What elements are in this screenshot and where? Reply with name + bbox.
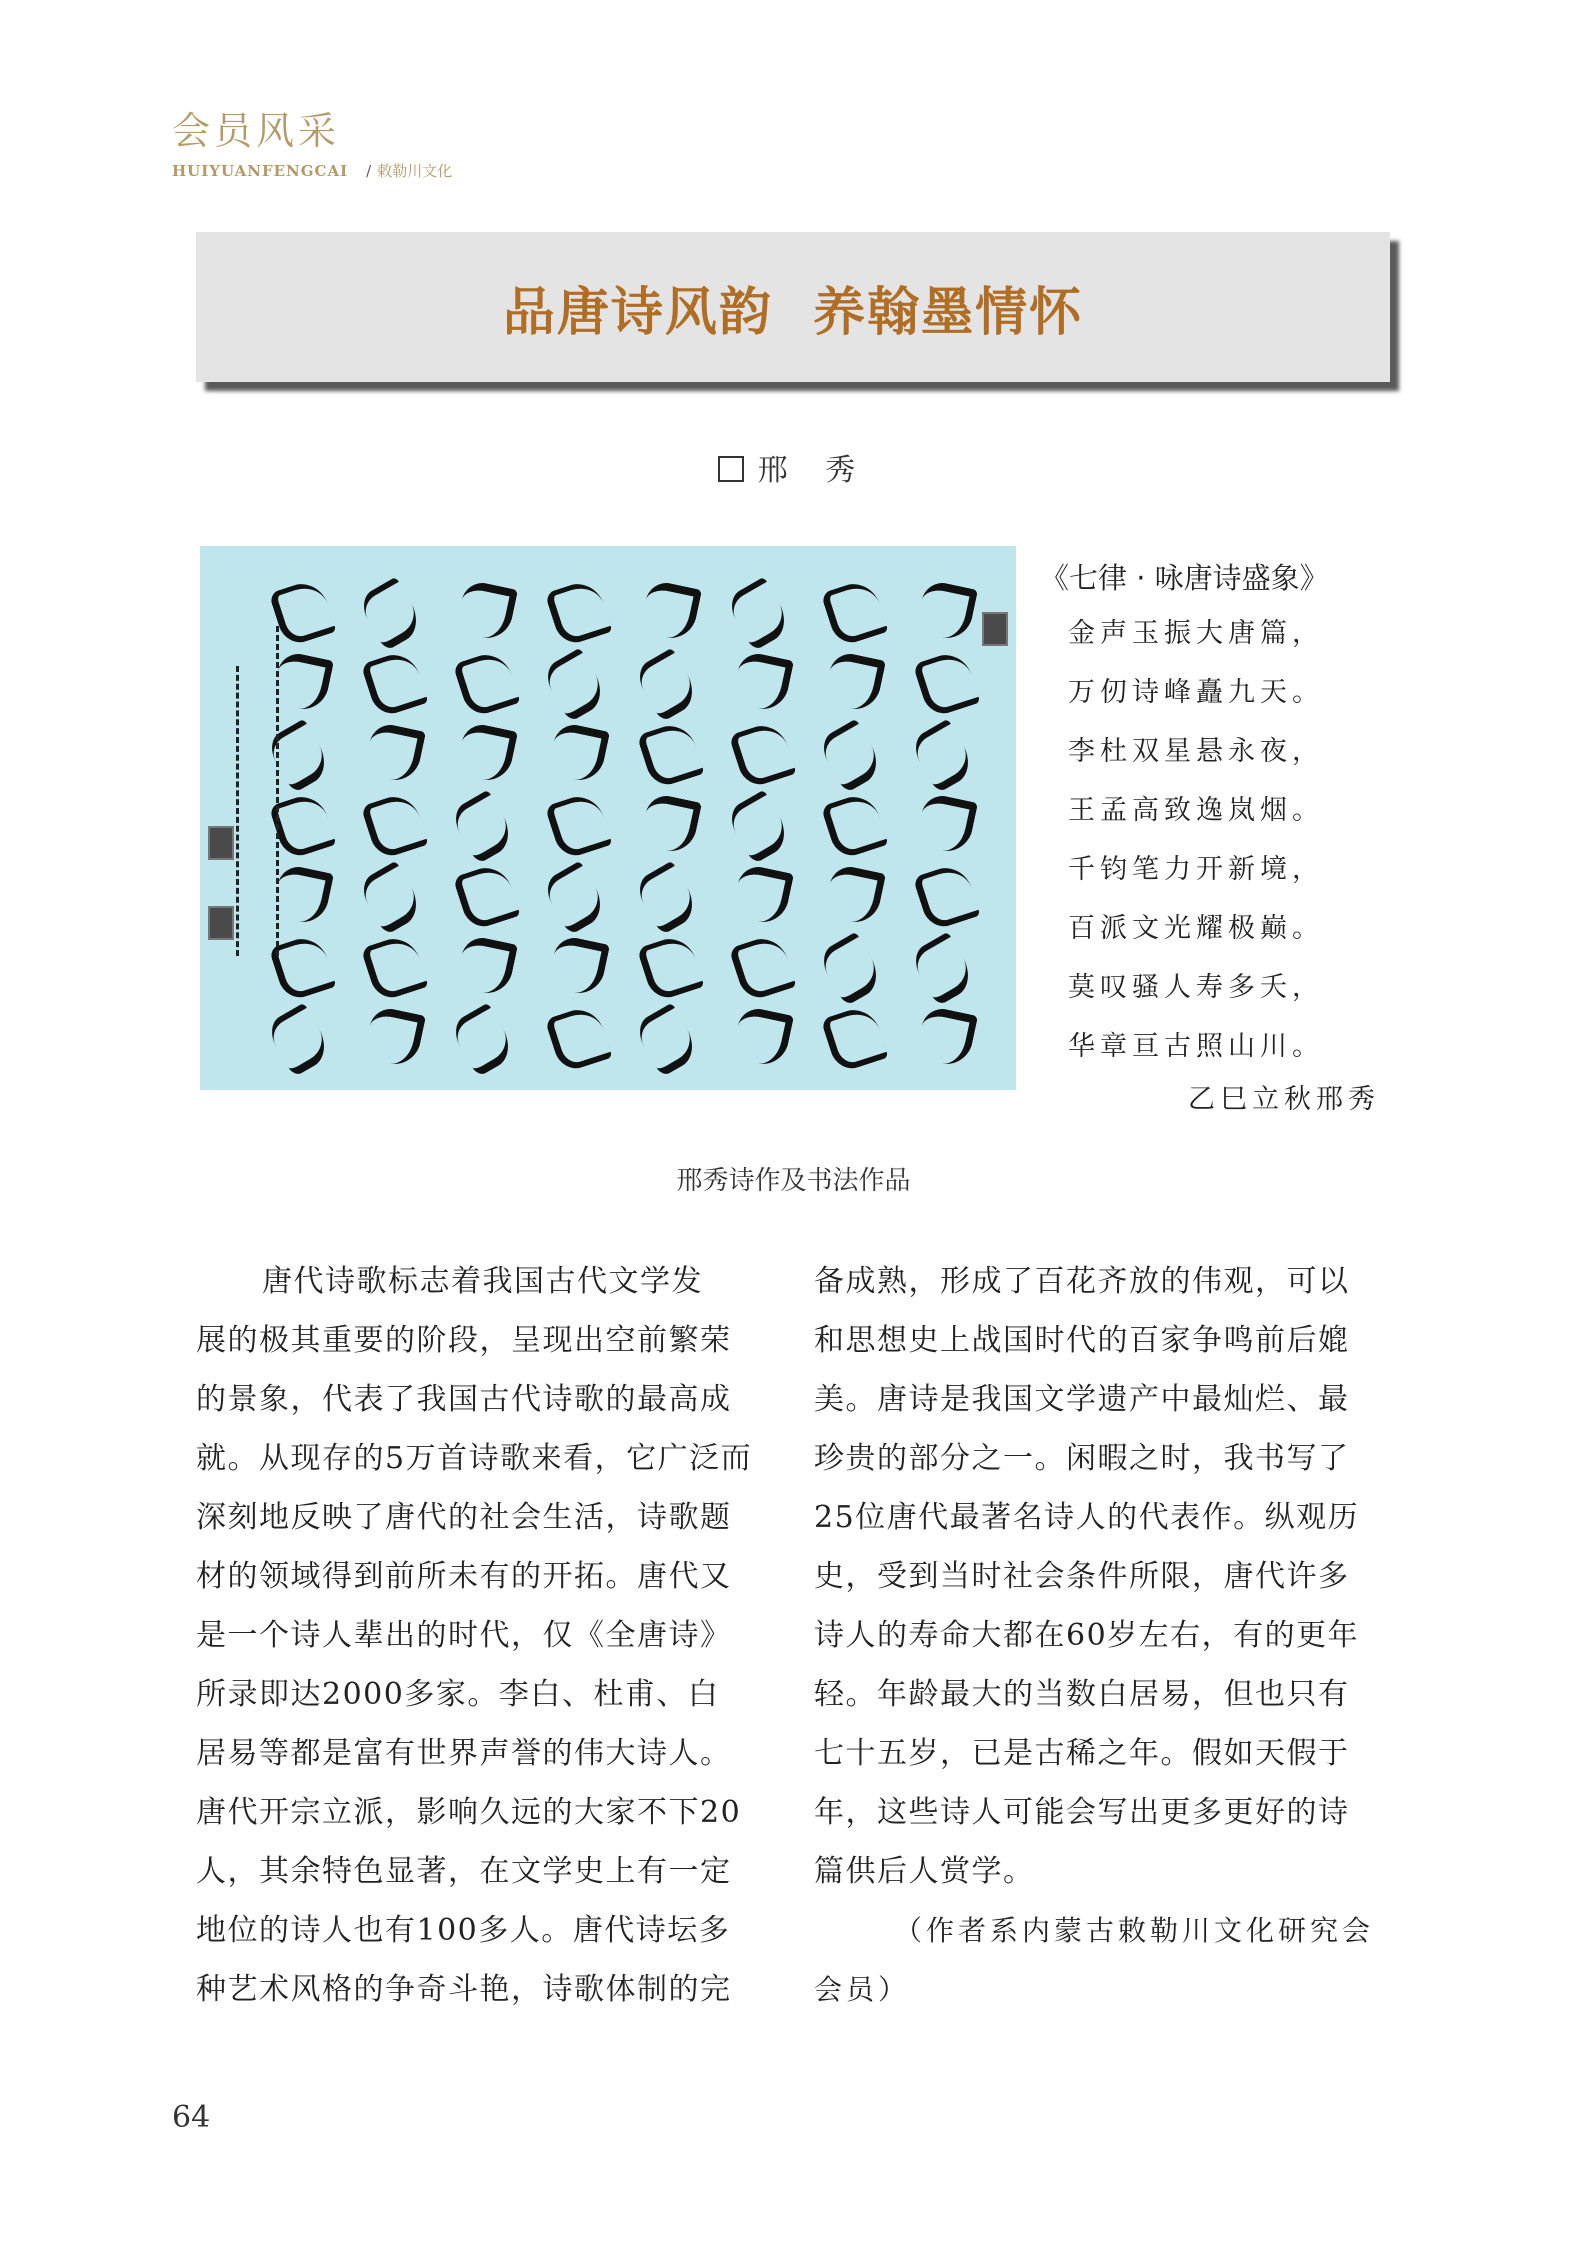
figure-caption: 邢秀诗作及书法作品 xyxy=(676,1166,911,1196)
section-pinyin: HUIYUANFENGCAI xyxy=(172,162,349,180)
poem-line: 百派文光耀极巅。 xyxy=(1068,913,1324,944)
body-line: 美。唐诗是我国文学遗产中最灿烂、最 xyxy=(814,1382,1350,1417)
byline xyxy=(0,445,1587,489)
poem-title: 《七律 · 咏唐诗盛象》 xyxy=(1040,561,1329,595)
author-note: 会员） xyxy=(814,1973,911,2006)
body-line: 深刻地反映了唐代的社会生活，诗歌题 xyxy=(196,1500,732,1535)
section-slash: / xyxy=(366,162,372,180)
body-line: 珍贵的部分之一。闲暇之时，我书写了 xyxy=(814,1441,1350,1476)
poem-line: 王孟高致逸岚烟。 xyxy=(1068,795,1324,826)
poem-line: 华章亘古照山川。 xyxy=(1068,1031,1324,1062)
body-line: 材的领域得到前所未有的开拓。唐代又 xyxy=(196,1559,732,1594)
section-subtitle xyxy=(172,160,592,181)
author-note: （作者系内蒙古敕勒川文化研究会 xyxy=(894,1914,1375,1947)
title-banner xyxy=(196,232,1390,382)
body-line: 展的极其重要的阶段，呈现出空前繁荣 xyxy=(196,1323,732,1358)
body-line: 七十五岁，已是古稀之年。假如天假于 xyxy=(814,1736,1350,1771)
calligraphy-column xyxy=(354,572,428,1072)
seal-stamp-icon xyxy=(208,906,234,940)
poem-signature: 乙巳立秋邢秀 xyxy=(1188,1084,1380,1115)
section-header xyxy=(172,109,592,181)
poem-block xyxy=(1040,556,1380,1124)
calligraphy-column xyxy=(446,572,520,1072)
seal-stamp-icon xyxy=(982,612,1008,646)
calligraphy-column xyxy=(630,572,704,1072)
body-line: 所录即达2000多家。李白、杜甫、白 xyxy=(196,1677,720,1712)
calligraphy-column xyxy=(906,572,980,1072)
body-line: 种艺术风格的争奇斗艳，诗歌体制的完 xyxy=(196,1972,732,2007)
body-line: 备成熟，形成了百花齐放的伟观，可以 xyxy=(814,1264,1350,1299)
body-line: 和思想史上战国时代的百家争鸣前后媲 xyxy=(814,1323,1350,1358)
body-line: 轻。年龄最大的当数白居易，但也只有 xyxy=(814,1677,1350,1712)
body-line: 人，其余特色显著，在文学史上有一定 xyxy=(196,1854,732,1889)
body-line: 唐代开宗立派，影响久远的大家不下20 xyxy=(196,1795,742,1830)
calligraphy-column xyxy=(814,572,888,1072)
body-line: 就。从现存的5万首诗歌来看，它广泛而 xyxy=(196,1441,753,1476)
magazine-name: 敕勒川文化 xyxy=(377,162,453,180)
body-line: 篇供后人赏学。 xyxy=(814,1854,1035,1889)
seal-stamp-icon xyxy=(208,826,234,860)
poem-line: 万仞诗峰矗九天。 xyxy=(1068,677,1324,708)
article-title: 品唐诗风韵 养翰墨情怀 xyxy=(502,282,1084,343)
calligraphy-column xyxy=(538,572,612,1072)
body-line: 是一个诗人辈出的时代，仅《全唐诗》 xyxy=(196,1618,732,1653)
body-column-right xyxy=(814,1252,1402,2019)
calligraphy-artwork xyxy=(200,546,1016,1090)
body-line: 史，受到当时社会条件所限，唐代许多 xyxy=(814,1559,1350,1594)
author-name: 邢 秀 xyxy=(757,453,870,488)
body-line: 的景象，代表了我国古代诗歌的最高成 xyxy=(196,1382,732,1417)
body-column-left xyxy=(196,1252,784,2019)
page-number: 64 xyxy=(172,2100,211,2135)
section-title: 会员风采 xyxy=(172,109,341,153)
calligraphy-column xyxy=(722,572,796,1072)
body-line: 诗人的寿命大都在60岁左右，有的更年 xyxy=(814,1618,1360,1653)
body-line: 地位的诗人也有100多人。唐代诗坛多 xyxy=(196,1913,731,1948)
body-line: 居易等都是富有世界声誉的伟大诗人。 xyxy=(196,1736,732,1771)
body-line: 唐代诗歌标志着我国古代文学发 xyxy=(262,1264,703,1299)
body-line: 年，这些诗人可能会写出更多更好的诗 xyxy=(814,1795,1350,1830)
poem-line: 金声玉振大唐篇， xyxy=(1068,618,1324,649)
poem-line: 莫叹骚人寿多夭， xyxy=(1068,972,1324,1003)
body-line: 25位唐代最著名诗人的代表作。纵观历 xyxy=(814,1500,1360,1535)
poem-line: 李杜双星悬永夜， xyxy=(1068,736,1324,767)
byline-box-icon xyxy=(718,456,744,482)
poem-line: 千钧笔力开新境， xyxy=(1068,854,1324,885)
